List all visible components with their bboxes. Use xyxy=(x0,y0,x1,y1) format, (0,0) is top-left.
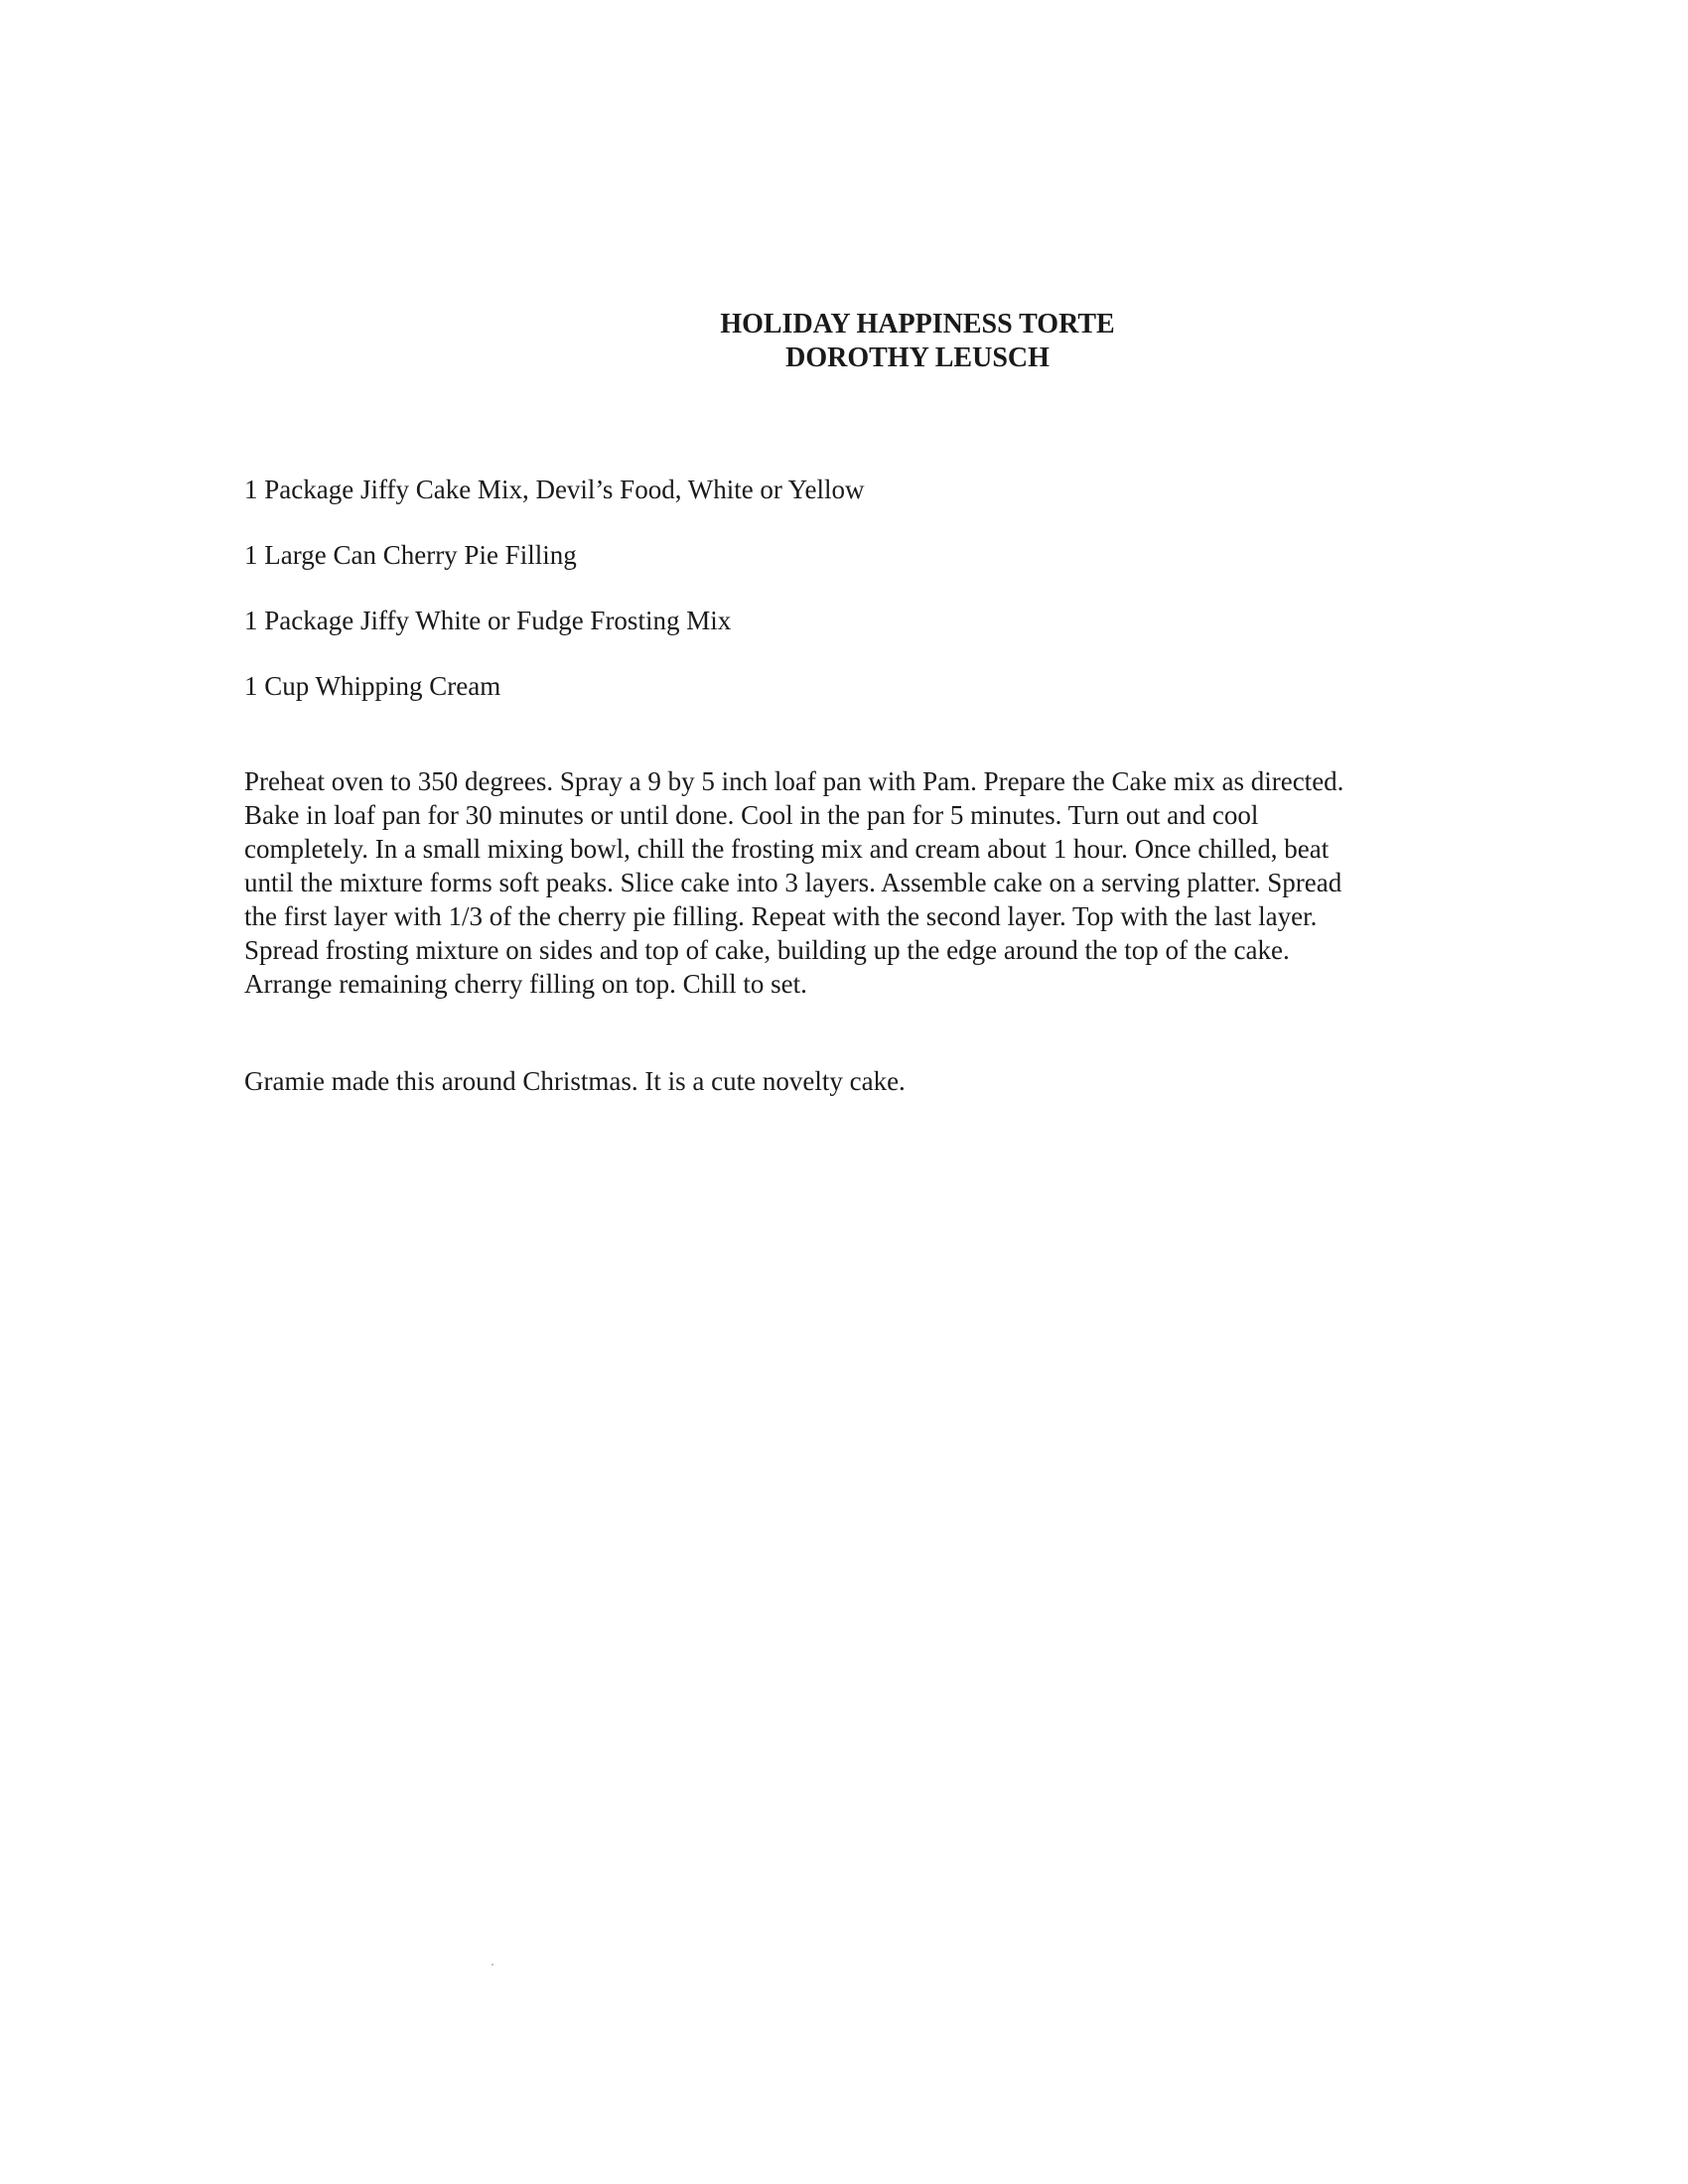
ingredient-list xyxy=(244,473,1436,735)
directions-line: Bake in loaf pan for 30 minutes or until done. Cool in the pan for 5 minutes. Turn out and cool xyxy=(244,800,1259,830)
directions-line: the first layer with 1/3 of the cherry pie filling. Repeat with the second layer. Top with the last layer. xyxy=(244,901,1318,931)
recipe-author: DOROTHY LEUSCH xyxy=(785,342,1050,373)
ingredient-item: 1 Package Jiffy Cake Mix, Devil’s Food, White or Yellow xyxy=(244,475,865,504)
directions-paragraph xyxy=(244,764,1426,1001)
directions-line: until the mixture forms soft peaks. Slice cake into 3 layers. Assemble cake on a serving platter. Spread xyxy=(244,868,1342,897)
directions-line: Preheat oven to 350 degrees. Spray a 9 by 5 inch loaf pan with Pam. Prepare the Cake mix as directed. xyxy=(244,766,1344,796)
recipe-note: Gramie made this around Christmas. It is a cute novelty cake. xyxy=(244,1066,906,1096)
title-block xyxy=(0,308,1688,375)
directions-line: Spread frosting mixture on sides and top of cake, building up the edge around the top of the cake. xyxy=(244,935,1290,965)
directions-line: completely. In a small mixing bowl, chill the frosting mix and cream about 1 hour. Once chilled, beat xyxy=(244,834,1330,864)
ingredient-item: 1 Package Jiffy White or Fudge Frosting Mix xyxy=(244,606,732,635)
ingredient-item: 1 Large Can Cherry Pie Filling xyxy=(244,540,577,570)
scan-speck xyxy=(492,1964,493,1966)
recipe-title: HOLIDAY HAPPINESS TORTE xyxy=(720,309,1115,340)
directions-line: Arrange remaining cherry filling on top. Chill to set. xyxy=(244,969,807,999)
ingredient-item: 1 Cup Whipping Cream xyxy=(244,671,501,701)
